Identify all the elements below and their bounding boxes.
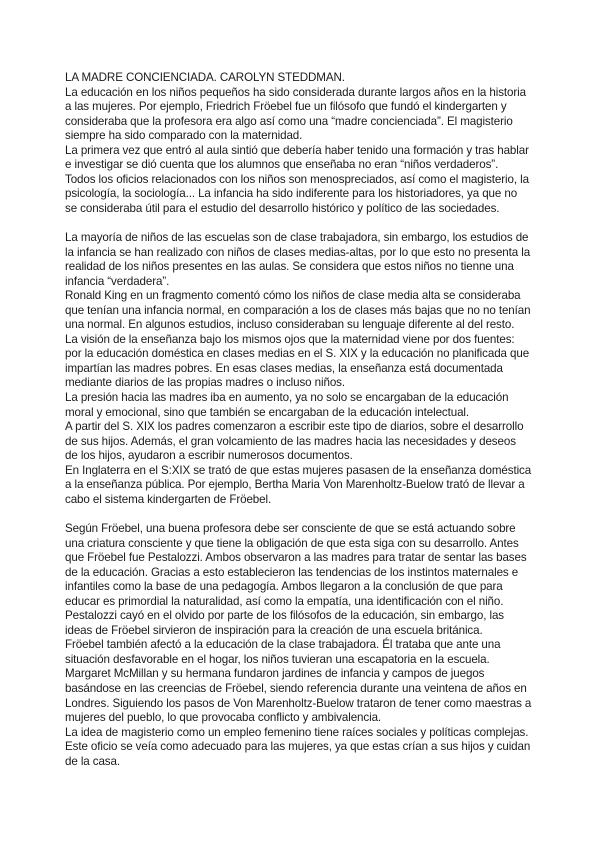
text-line: situación desfavorable en el hogar, los niños tuvieran una escapatoria en la escuela. (65, 652, 490, 666)
text-line: Pestalozzi cayó en el olvido por parte de los filósofos de la educación, sin embargo, las (65, 609, 505, 623)
text-line: La mayoría de niños de las escuelas son de clase trabajadora, sin embargo, los estudios de (65, 231, 529, 245)
text-line: se consideraba útil para el estudio del desarrollo histórico y político de las sociedades. (65, 201, 500, 215)
text-line: a la enseñanza pública. Por ejemplo, Bertha Maria Von Marenholtz-Buelow trató de llevar a (65, 478, 525, 492)
text-line: mediante diarios de las propias madres o incluso niños. (65, 376, 345, 390)
text-line: basándose en las creencias de Fröebel, siendo referencia durante una veintena de años en (65, 681, 527, 695)
section-2 (65, 231, 545, 507)
text-line: La visión de la enseñanza bajo los mismos ojos que la maternidad viene por dos fuentes: (65, 332, 515, 346)
text-line: de la casa. (65, 754, 120, 768)
document-body (65, 86, 545, 770)
text-line: ideas de Fröebel sirvieron de inspiración para la creación de una escuela británica. (65, 623, 483, 637)
text-line: A partir del S. XIX los padres comenzaron a escribir este tipo de diarios, sobre el desarrollo (65, 420, 524, 434)
text-line: Londres. Siguiendo los pasos de Von Marenholtz-Buelow trataron de tener como maestras a (65, 696, 532, 710)
text-line: Todos los oficios relacionados con los niños son menospreciados, así como el magisterio, la (65, 172, 529, 186)
text-line: Según Fröebel, una buena profesora debe ser consciente de que se está actuando sobre (65, 521, 516, 535)
text-line: que Fröebel fue Pestalozzi. Ambos observaron a las madres para tratar de sentar las bases (65, 551, 527, 565)
text-line: e investigar se dió cuenta que los alumnos que enseñaba no eran “niños verdaderos”. (65, 158, 499, 172)
text-line: impartían las madres pobres. En esas clases medias, la enseñanza está documentada (65, 361, 503, 375)
text-line: de los hijos, ayudaron a escribir numerosos documentos. (65, 449, 353, 463)
section-1 (65, 86, 545, 217)
paragraph-gap (65, 507, 545, 522)
text-line: por la educación doméstica en clases medias en el S. XIX y la educación no planificada que (65, 347, 530, 361)
text-line: psicología, la sociología... La infancia ha sido indiferente para los historiadores, ya que no (65, 187, 518, 201)
text-line: Margaret McMillan y su hermana fundaron jardines de infancia y campos de juegos (65, 667, 485, 681)
text-line: La educación en los niños pequeños ha sido considerada durante largos años en la historia (65, 85, 526, 99)
text-line: La presión hacia las madres iba en aumento, ya no solo se encargaban de la educación (65, 391, 509, 405)
text-line: educar es primordial la naturalidad, así como la empatía, una identificación con el niño. (65, 594, 504, 608)
document-page (65, 71, 545, 769)
text-line: que tenían una infancia normal, en comparación a los de clases más bajas que no no tenían (65, 303, 531, 317)
text-line: La primera vez que entró al aula sintió que debería haber tenido una formación y tras hablar (65, 143, 529, 157)
text-line: de la educación. Gracias a esto establecieron las tendencias de los instintos maternales e (65, 565, 519, 579)
paragraph-gap (65, 216, 545, 231)
text-line: siempre ha sido comparado con la maternidad. (65, 129, 303, 143)
text-line: a las mujeres. Por ejemplo, Friedrich Fröebel fue un filósofo que fundó el kindergarten y (65, 100, 507, 114)
text-line: Este oficio se veía como adecuado para las mujeres, ya que estas crían a sus hijos y cuidan (65, 740, 531, 754)
text-line: Fröebel también afectó a la educación de la clase trabajadora. Él trataba que ante una (65, 638, 501, 652)
text-line: de sus hijos. Además, el gran volcamiento de las madres hacia las necesidades y deseos (65, 434, 516, 448)
text-line: En Inglaterra en el S:XIX se trató de que estas mujeres pasasen de la enseñanza doméstica (65, 463, 532, 477)
text-line: infancia “verdadera”. (65, 274, 170, 288)
text-line: infantiles como la base de una pedagogía. Ambos llegaron a la conclusión de que para (65, 580, 503, 594)
text-line: la infancia se han realizado con niños de clases medias-altas, por lo que esto no presenta la (65, 245, 531, 259)
text-line: consideraba que la profesora era algo así como una “madre concienciada”. El magisterio (65, 114, 513, 128)
document-title: LA MADRE CONCIENCIADA. CAROLYN STEDDMAN. (65, 71, 345, 84)
section-3 (65, 522, 545, 769)
text-line: realidad de los niños presentes en las aulas. Se considera que estos niños no tienne una (65, 260, 514, 274)
text-line: una normal. En algunos estudios, incluso consideraban su lenguaje diferente al del resto. (65, 318, 515, 332)
text-line: mujeres del pueblo, lo que provocaba conflicto y ambivalencia. (65, 711, 382, 725)
text-line: moral y emocional, sino que también se encargaban de la educación intelectual. (65, 405, 470, 419)
text-line: cabo el sistema kindergarten de Fröebel. (65, 492, 272, 506)
text-line: Ronald King en un fragmento comentó cómo los niños de clase media alta se consideraba (65, 289, 521, 303)
text-line: La idea de magisterio como un empleo femenino tiene raíces sociales y políticas complejas. (65, 725, 529, 739)
text-line: una criatura consciente y que tiene la obligación de que esta siga con su desarrollo. Antes (65, 536, 519, 550)
